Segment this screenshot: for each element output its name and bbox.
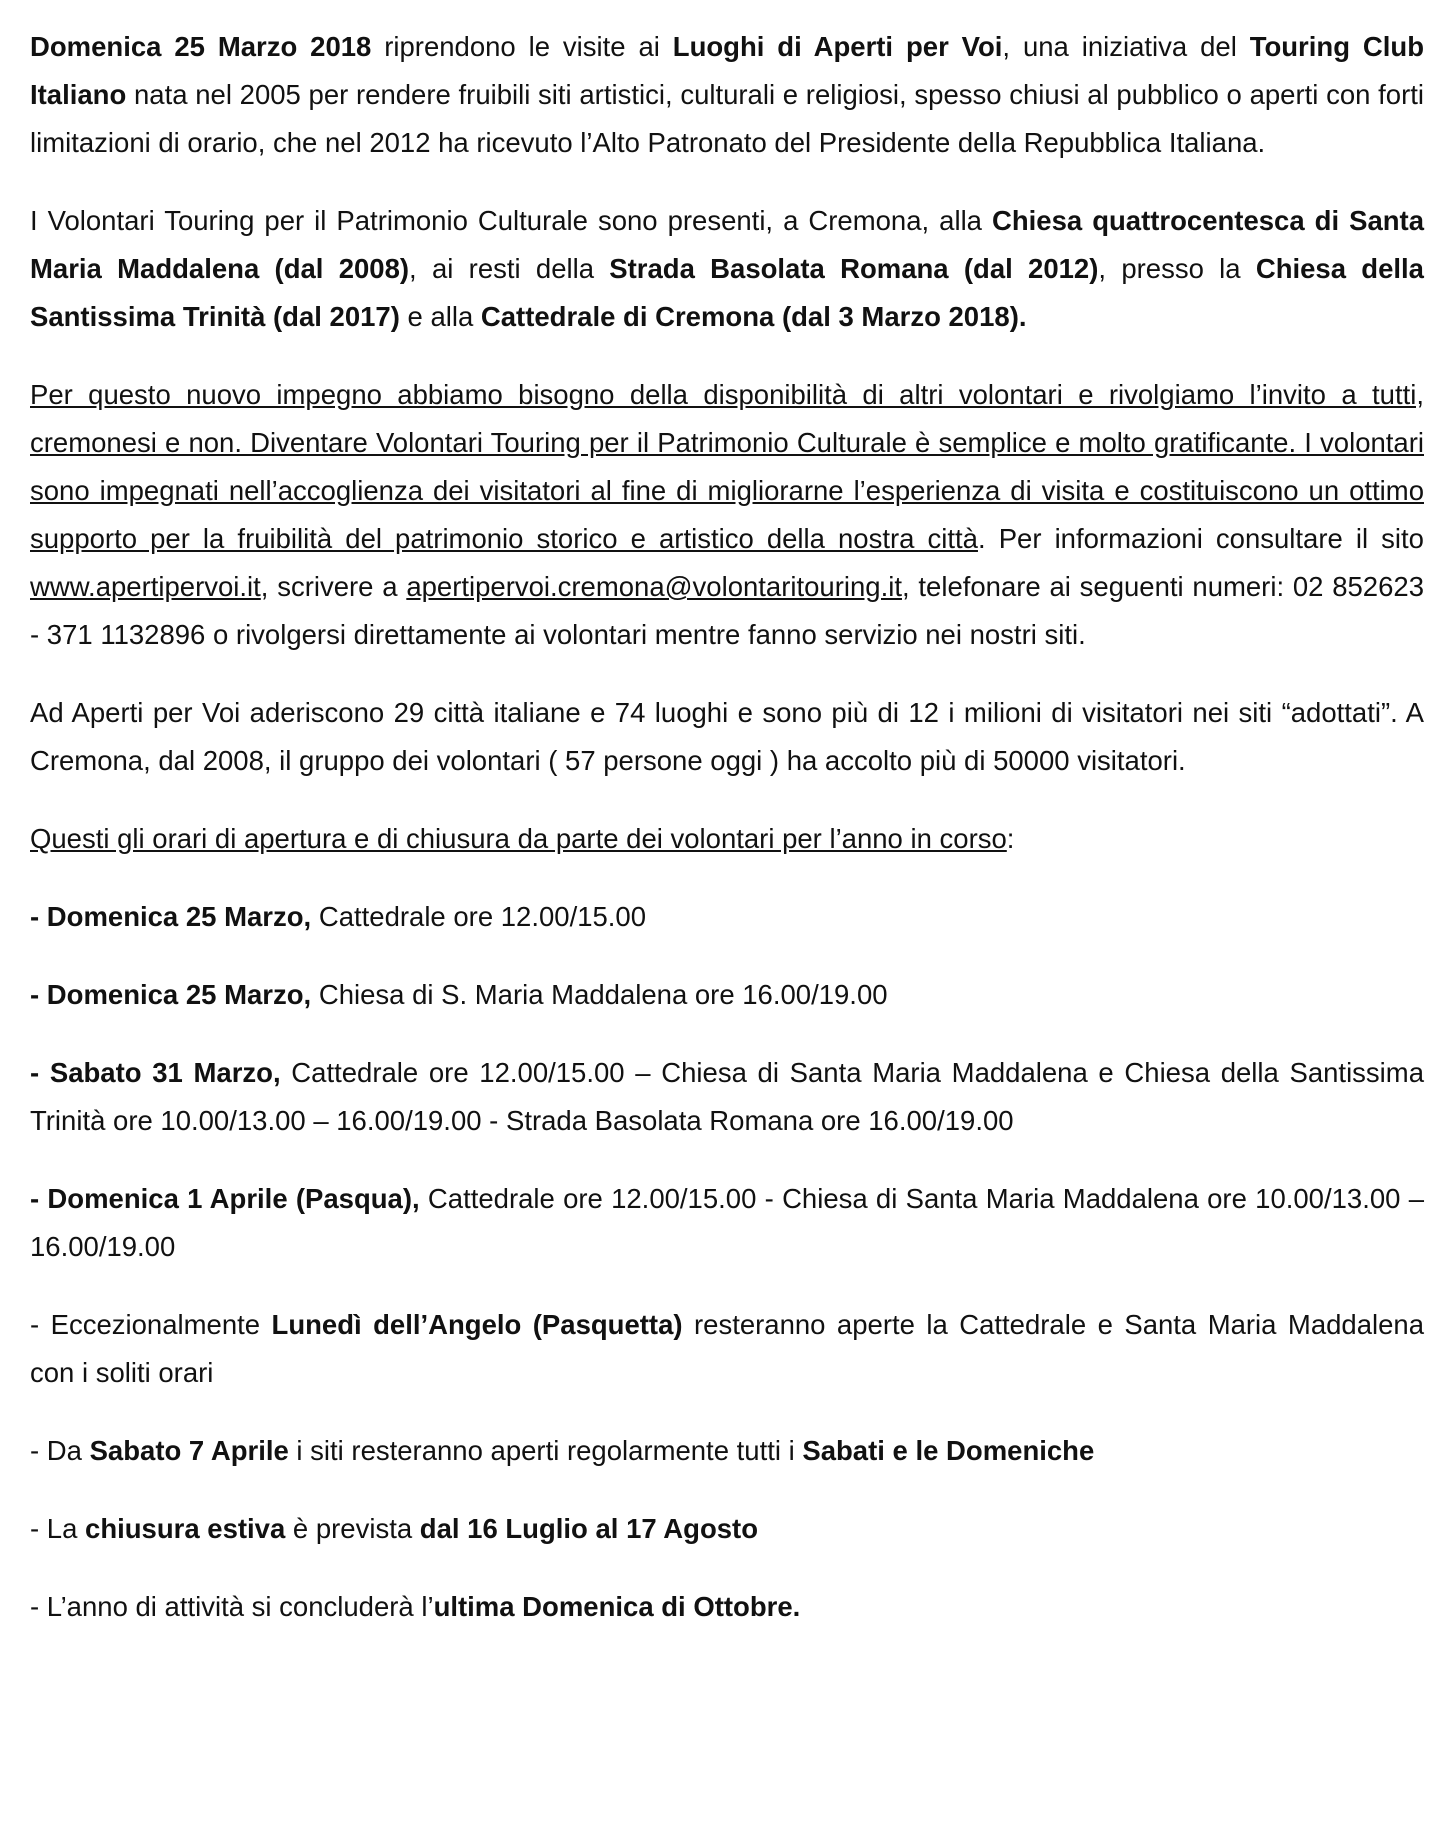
schedule-date: - Domenica 25 Marzo,	[30, 901, 312, 932]
schedule-date: Sabato 7 Aprile	[89, 1435, 289, 1466]
schedule-details: resteranno aperte la Cattedrale e Santa Maria Maddalena con i soliti orari	[30, 1309, 1424, 1388]
schedule-details: Cattedrale ore 12.00/15.00	[311, 901, 647, 932]
event-date: Domenica 25 Marzo 2018	[30, 31, 372, 62]
text-run: e alla	[399, 301, 481, 332]
text-run: - Da	[30, 1435, 90, 1466]
recruitment-paragraph	[30, 371, 1424, 659]
text-run: è prevista	[285, 1513, 420, 1544]
recruitment-text: Per questo nuovo impegno abbiamo bisogno della disponibilità di altri volontari e rivolgiamo l’invito a tutti, cremonesi e non. Diventare Volontari Touring per il Patrimonio Culturale è semplice e molto gratificante. I volontari sono impegnati nell’accoglienza dei visitatori al fine di migliorarne l’esperienza di visita e costituiscono un ottimo supporto per la fruibilità del patrimonio storico e artistico della nostra città	[30, 379, 1424, 554]
intro-paragraph	[30, 23, 1424, 167]
text-run: :	[1006, 823, 1015, 854]
schedule-item	[30, 1505, 1424, 1553]
schedule-details: Chiesa di S. Maria Maddalena ore 16.00/19.00	[311, 979, 888, 1010]
summer-closure: chiusura estiva	[85, 1513, 286, 1544]
email-link[interactable]: apertipervoi.cremona@volontaritouring.it	[406, 571, 902, 602]
text-run: - Eccezionalmente	[30, 1309, 272, 1340]
text-run: , una iniziativa del	[1002, 31, 1250, 62]
schedule-heading: Questi gli orari di apertura e di chiusura da parte dei volontari per l’anno in corso	[30, 823, 1007, 854]
schedule-item	[30, 1583, 1424, 1631]
schedule-item	[30, 1301, 1424, 1397]
schedule-date: - Domenica 1 Aprile (Pasqua),	[30, 1183, 420, 1214]
schedule-date: - Sabato 31 Marzo,	[30, 1057, 281, 1088]
schedule-item	[30, 893, 1424, 941]
volunteers-paragraph	[30, 197, 1424, 341]
text-run: I Volontari Touring per il Patrimonio Culturale sono presenti, a Cremona, alla	[30, 205, 992, 236]
site-santissima-trinita: Chiesa della Santissima Trinità (dal 2017)	[30, 253, 1424, 332]
text-run: . Per informazioni consultare il sito	[977, 523, 1424, 554]
schedule-item	[30, 1427, 1424, 1475]
text-run: , presso la	[1098, 253, 1256, 284]
site-cattedrale: Cattedrale di Cremona (dal 3 Marzo 2018).	[480, 301, 1027, 332]
text-run: nata nel 2005 per rendere fruibili siti artistici, culturali e religiosi, spesso chiusi al pubblico o aperti con forti limitazioni di orario, che nel 2012 ha ricevuto l’Alto Patronato del Presidente della Repubblica Italiana.	[30, 79, 1424, 158]
closure-period: dal 16 Luglio al 17 Agosto	[419, 1513, 758, 1544]
schedule-details: Cattedrale ore 12.00/15.00 - Chiesa di Santa Maria Maddalena ore 10.00/13.00 – 16.00/19.00	[30, 1183, 1424, 1262]
text-run: - L’anno di attività si concluderà l’	[30, 1591, 434, 1622]
statistics-paragraph	[30, 689, 1424, 785]
schedule-date: Lunedì dell’Angelo (Pasquetta)	[271, 1309, 683, 1340]
text-run: riprendono le visite ai	[371, 31, 673, 62]
document-body	[30, 23, 1424, 1661]
schedule-details: Cattedrale ore 12.00/15.00 – Chiesa di Santa Maria Maddalena e Chiesa della Santissima Trinità ore 10.00/13.00 – 16.00/19.00 - Strada Basolata Romana ore 16.00/19.00	[30, 1057, 1424, 1136]
season-end: ultima Domenica di Ottobre.	[433, 1591, 801, 1622]
schedule-intro	[30, 815, 1424, 863]
website-link[interactable]: www.apertipervoi.it	[30, 571, 261, 602]
schedule-item	[30, 971, 1424, 1019]
site-strada-basolata: Strada Basolata Romana (dal 2012)	[609, 253, 1099, 284]
site-santa-maria-maddalena: Chiesa quattrocentesca di Santa Maria Maddalena (dal 2008)	[30, 205, 1424, 284]
text-run: , ai resti della	[409, 253, 610, 284]
organization-name: Touring Club Italiano	[30, 31, 1424, 110]
schedule-item	[30, 1175, 1424, 1271]
schedule-item	[30, 1049, 1424, 1145]
text-run: i siti resteranno aperti regolarmente tutti i	[288, 1435, 803, 1466]
text-run: Ad Aperti per Voi aderiscono 29 città italiane e 74 luoghi e sono più di 12 i milioni di visitatori nei siti “adottati”. A Cremona, dal 2008, il gruppo dei volontari ( 57 persone oggi ) ha accolto più di 50000 visitatori.	[30, 697, 1424, 776]
text-run: - La	[30, 1513, 86, 1544]
schedule-days: Sabati e le Domeniche	[802, 1435, 1095, 1466]
text-run: , scrivere a	[260, 571, 407, 602]
initiative-name: Luoghi di Aperti per Voi	[672, 31, 1003, 62]
text-run: , telefonare ai seguenti numeri: 02 852623 - 371 1132896 o rivolgersi direttamente ai volontari mentre fanno servizio nei nostri siti.	[30, 571, 1424, 650]
schedule-date: - Domenica 25 Marzo,	[30, 979, 312, 1010]
